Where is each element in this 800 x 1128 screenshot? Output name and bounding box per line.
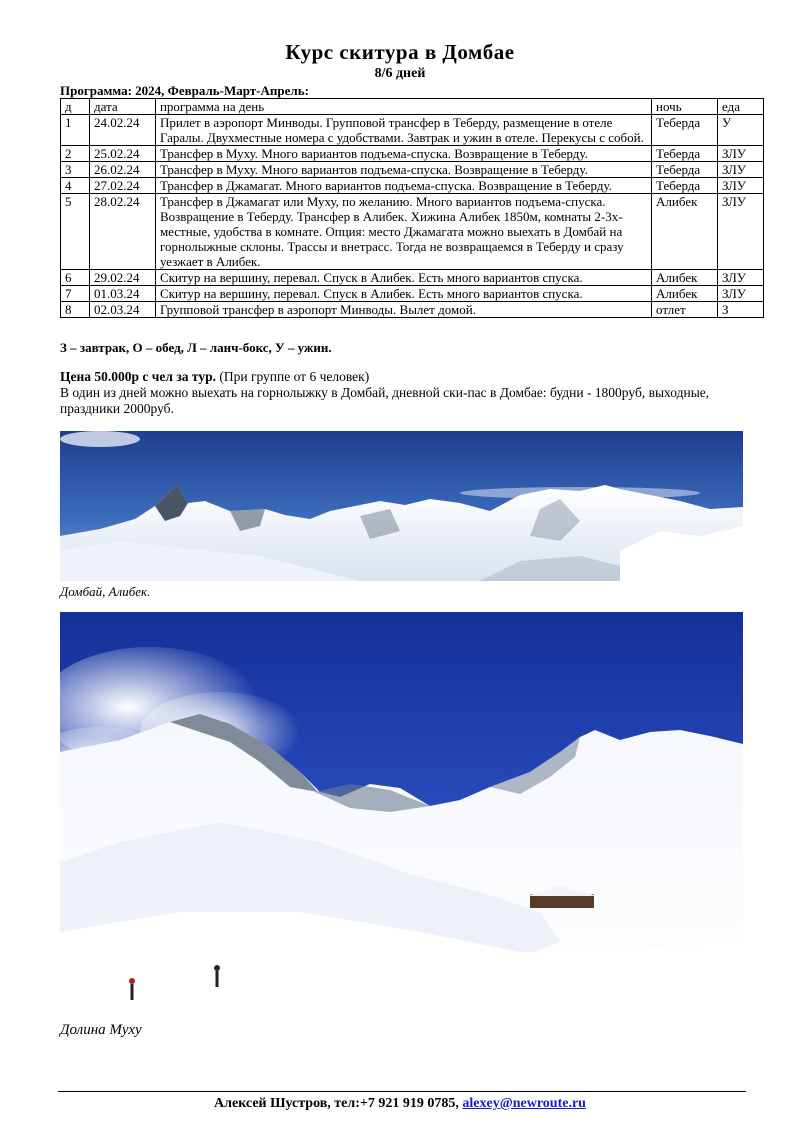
panorama-caption: Домбай, Алибек.: [60, 584, 151, 599]
cell-date: 02.03.24: [89, 302, 155, 318]
cell-program: Трансфер в Джамагат. Много вариантов подъема-спуска. Возвращение в Теберду.: [155, 178, 651, 194]
cell-food: ЗЛУ: [718, 194, 764, 270]
footer: [0, 1096, 800, 1112]
cell-date: 27.02.24: [89, 178, 155, 194]
cell-night: отлет: [652, 302, 718, 318]
cell-program: Прилет в аэропорт Минводы. Групповой трансфер в Теберду, размещение в отеле Гаралы. Двухместные номера с удобствами. Завтрак и ужин в отеле. Перекусы с собой.: [155, 115, 651, 146]
table-row: [61, 178, 764, 194]
cell-food: З: [718, 302, 764, 318]
cell-day: 3: [61, 162, 90, 178]
cell-day: 6: [61, 270, 90, 286]
cell-date: 01.03.24: [89, 286, 155, 302]
cell-program: Трансфер в Муху. Много вариантов подъема-спуска. Возвращение в Теберду.: [155, 162, 651, 178]
cell-date: 28.02.24: [89, 194, 155, 270]
cell-program: Групповой трансфер в аэропорт Минводы. Вылет домой.: [155, 302, 651, 318]
footer-divider: [58, 1091, 746, 1092]
table-row: [61, 194, 764, 270]
cell-food: ЗЛУ: [718, 286, 764, 302]
valley-caption: Долина Муху: [60, 1022, 142, 1038]
cell-night: Алибек: [652, 270, 718, 286]
price-line: [60, 369, 369, 385]
header-food: еда: [718, 99, 764, 115]
price-bold: Цена 50.000р с чел за тур.: [60, 369, 216, 384]
document-subtitle: 8/6 дней: [374, 66, 426, 81]
table-row: [61, 302, 764, 318]
table-header-row: [61, 99, 764, 115]
cell-day: 7: [61, 286, 90, 302]
cell-night: Алибек: [652, 194, 718, 270]
cell-day: 1: [61, 115, 90, 146]
header-program: программа на день: [155, 99, 651, 115]
cell-night: Алибек: [652, 286, 718, 302]
cell-day: 8: [61, 302, 90, 318]
cell-night: Теберда: [652, 178, 718, 194]
meal-legend: З – завтрак, О – обед, Л – ланч-бокс, У – ужин.: [60, 340, 332, 355]
table-row: [61, 115, 764, 146]
header-day: д: [61, 99, 90, 115]
cell-night: Теберда: [652, 146, 718, 162]
document-title: Курс скитура в Домбае: [285, 40, 515, 64]
table-row: [61, 286, 764, 302]
cell-date: 25.02.24: [89, 146, 155, 162]
schedule-table: [60, 98, 764, 318]
cell-date: 26.02.24: [89, 162, 155, 178]
program-header: Программа: 2024, Февраль-Март-Апрель:: [60, 83, 309, 98]
cell-night: Теберда: [652, 115, 718, 146]
cell-date: 24.02.24: [89, 115, 155, 146]
footer-email-link[interactable]: alexey@newroute.ru: [462, 1096, 586, 1111]
skipass-text: В один из дней можно выехать на горнолыжку в Домбай, дневной ски-пас в Домбае: будни - 1800руб, выходные, праздники 2000руб.: [60, 385, 710, 416]
cell-program: Скитур на вершину, перевал. Спуск в Алибек. Есть много вариантов спуска.: [155, 286, 651, 302]
cell-day: 2: [61, 146, 90, 162]
cell-day: 4: [61, 178, 90, 194]
cell-food: ЗЛУ: [718, 178, 764, 194]
cell-food: ЗЛУ: [718, 270, 764, 286]
footer-contact: Алексей Шустров, тел:+7 921 919 0785,: [214, 1096, 463, 1111]
cell-food: ЗЛУ: [718, 162, 764, 178]
table-row: [61, 270, 764, 286]
cell-program: Трансфер в Муху. Много вариантов подъема-спуска. Возвращение в Теберду.: [155, 146, 651, 162]
cell-night: Теберда: [652, 162, 718, 178]
schedule-body: [61, 115, 764, 318]
cell-food: ЗЛУ: [718, 146, 764, 162]
price-note: (При группе от 6 человек): [215, 369, 370, 384]
cell-day: 5: [61, 194, 90, 270]
cell-program: Трансфер в Джамагат или Муху, по желанию. Много вариантов подъема-спуска. Возвращение в Теберду. Трансфер в Алибек. Хижина Алибек 1850м, комнаты 2-3х-местные, удобства в комнате. Опция: место Джамагата можно выехать в Домбай на горнолыжные склоны. Трассы и внетрасс. Тогда не возвращаемся в Теберду и сразу уезжает в Алибек.: [155, 194, 651, 270]
table-row: [61, 146, 764, 162]
panorama-photo: [60, 431, 743, 581]
cell-date: 29.02.24: [89, 270, 155, 286]
cell-program: Скитур на вершину, перевал. Спуск в Алибек. Есть много вариантов спуска.: [155, 270, 651, 286]
valley-photo: [60, 612, 743, 1020]
header-date: дата: [89, 99, 155, 115]
cell-food: У: [718, 115, 764, 146]
header-night: ночь: [652, 99, 718, 115]
table-row: [61, 162, 764, 178]
